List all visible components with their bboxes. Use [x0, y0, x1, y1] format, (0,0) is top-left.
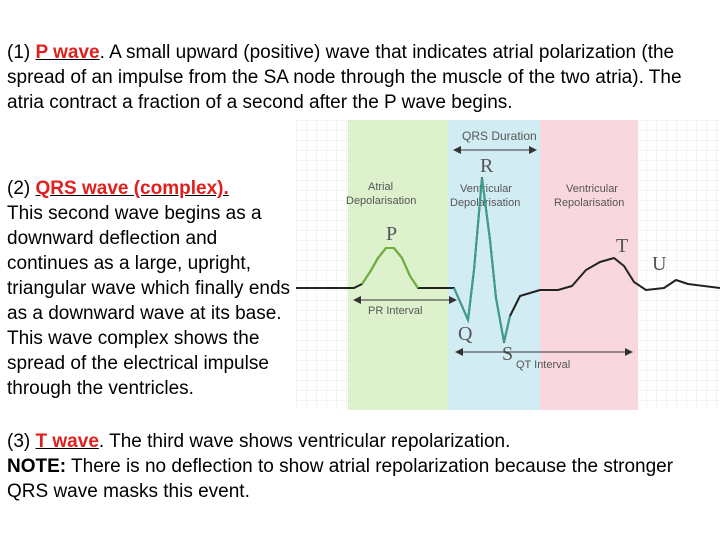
- t-wave-paragraph: [7, 429, 712, 504]
- note-label: NOTE:: [7, 456, 67, 477]
- u-label: U: [652, 253, 667, 275]
- t-wave-description: The third wave shows ventricular repolarization.: [109, 431, 511, 452]
- qrs-wave-number: (2): [7, 178, 31, 199]
- t-label: T: [616, 235, 629, 257]
- qt-interval-label: QT Interval: [516, 359, 571, 371]
- p-wave-paragraph: [7, 40, 712, 115]
- ecg-diagram: [296, 120, 720, 410]
- p-label: P: [386, 223, 398, 245]
- note-text: There is no deflection to show atrial repolarization because the stronger QRS wave masks this event.: [7, 456, 674, 502]
- atrial-depolarisation-label-line2: Depolarisation: [346, 195, 417, 207]
- s-label: S: [502, 343, 514, 365]
- qrs-duration-label: QRS Duration: [462, 129, 537, 143]
- p-wave-description: A small upward (positive) wave that indicates atrial polarization (the spread of an impulse from the SA node through the muscle of the two atria). The atria contract a fraction of a second after the P wave begins.: [7, 42, 682, 113]
- pr-interval-label: PR Interval: [368, 305, 423, 317]
- p-wave-term: P wave: [35, 42, 100, 63]
- t-wave-dot: .: [98, 431, 105, 452]
- r-label: R: [480, 155, 494, 177]
- ventricular-depolarisation-label-line1: Ventricular: [460, 183, 512, 195]
- qrs-wave-paragraph: [7, 176, 297, 401]
- atrial-depolarisation-label-line1: Atrial: [368, 181, 394, 193]
- ventricular-depolarisation-label-line2: Depolarisation: [450, 197, 521, 209]
- qrs-wave-description: This second wave begins as a downward deflection and continues as a large, upright, triangular wave which finally ends as a downward wave at its base. This wave complex shows the spread of the electrical impulse through the ventricles.: [7, 203, 291, 399]
- atrial-depolarisation-band: [348, 120, 448, 410]
- qrs-wave-term: QRS wave (complex).: [35, 178, 229, 199]
- ventricular-repolarisation-label-line1: Ventricular: [566, 183, 618, 195]
- p-wave-dot: .: [99, 42, 105, 63]
- ventricular-repolarisation-label-line2: Repolarisation: [554, 197, 625, 209]
- t-wave-number: (3): [7, 431, 31, 452]
- t-wave-term: T wave: [35, 431, 99, 452]
- p-wave-number: (1): [7, 42, 31, 63]
- q-label: Q: [458, 323, 473, 345]
